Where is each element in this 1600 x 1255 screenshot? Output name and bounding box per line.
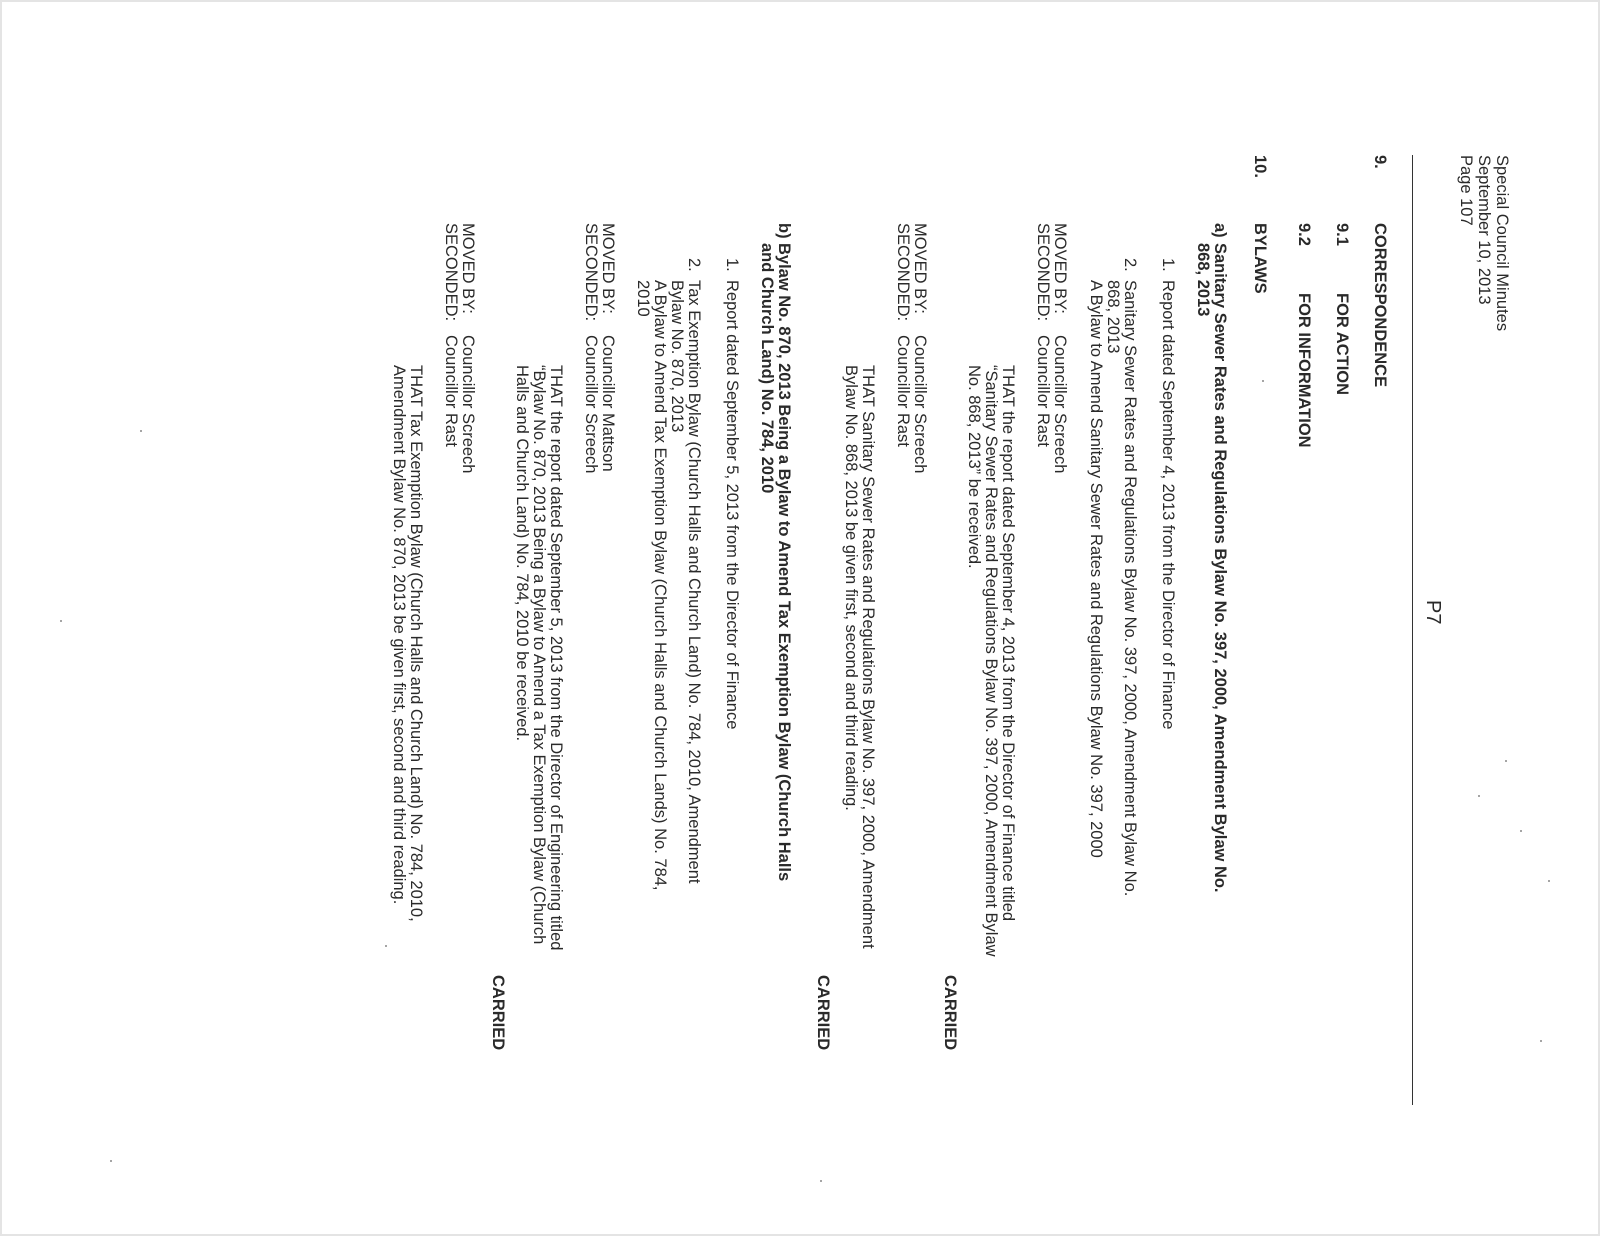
section-9-2-number: 9.2 bbox=[1295, 223, 1313, 246]
page-stamp: P7 bbox=[1422, 600, 1444, 625]
section-10-title: BYLAWS bbox=[1251, 223, 1269, 294]
b-m1-moved-label: MOVED BY: bbox=[599, 223, 617, 314]
b-m1-carried: CARRIED bbox=[489, 975, 507, 1051]
header-date: September 10, 2013 bbox=[1475, 155, 1493, 305]
scan-speck bbox=[820, 1180, 822, 1182]
a-m2-moved-label: MOVED BY: bbox=[911, 223, 929, 314]
item-a-2-line1: Sanitary Sewer Rates and Regulations Bylaw No. 397, 2000, Amendment Bylaw No. bbox=[1121, 280, 1139, 897]
scan-speck bbox=[60, 620, 62, 622]
scan-speck bbox=[1548, 880, 1550, 882]
minutes-page bbox=[160, 155, 1510, 1255]
a-m2-carried: CARRIED bbox=[814, 975, 832, 1051]
scan-speck bbox=[140, 430, 142, 432]
a-m2-seconded-by: Councillor Rast bbox=[894, 335, 912, 447]
b-m2-seconded-label: SECONDED: bbox=[442, 223, 460, 322]
a-m2-seconded-label: SECONDED: bbox=[894, 223, 912, 322]
b-m1-resolution-line2: “Bylaw No. 870, 2013 Being a Bylaw to Amend a Tax Exemption Bylaw (Church bbox=[530, 365, 548, 945]
item-a-2-line3: A Bylaw to Amend Sanitary Sewer Rates and Regulations Bylaw No. 397, 2000 bbox=[1087, 280, 1105, 858]
header-page-number: Page 107 bbox=[1457, 155, 1475, 226]
scan-speck bbox=[1505, 760, 1507, 762]
header-rule bbox=[1412, 155, 1413, 1105]
a-m2-resolution-line1: THAT Sanitary Sewer Rates and Regulations Bylaw No. 397, 2000, Amendment bbox=[859, 365, 877, 949]
b-m2-moved-label: MOVED BY: bbox=[459, 223, 477, 314]
scan-speck bbox=[1478, 795, 1480, 797]
a-m1-resolution-line1: THAT the report dated September 4, 2013 from the Director of Finance titled bbox=[999, 365, 1017, 922]
item-b-2-line2: Bylaw No. 870, 2013 bbox=[668, 280, 686, 433]
a-m1-seconded-by: Councillor Rast bbox=[1034, 335, 1052, 447]
item-b-title-cont: and Church Land) No. 784, 2010 bbox=[758, 243, 776, 494]
b-m2-resolution-line1: THAT Tax Exemption Bylaw (Church Halls and Church Land) No. 784, 2010, bbox=[407, 365, 425, 922]
item-b-2-number: 2. bbox=[685, 258, 703, 272]
item-a-2-line2: 868, 2013 bbox=[1104, 280, 1122, 354]
item-a-title-cont: 868, 2013 bbox=[1194, 243, 1212, 317]
section-9-1-number: 9.1 bbox=[1333, 223, 1351, 246]
b-m2-seconded-by: Councillor Rast bbox=[442, 335, 460, 447]
scan-speck bbox=[1520, 830, 1522, 832]
b-m1-moved-by: Councillor Mattson bbox=[599, 335, 617, 472]
section-9-2-title: FOR INFORMATION bbox=[1295, 293, 1313, 448]
item-b-title: Bylaw No. 870, 2013 Being a Bylaw to Amend Tax Exemption Bylaw (Church Halls bbox=[775, 243, 793, 882]
item-b-2-line1: Tax Exemption Bylaw (Church Halls and Church Land) No. 784, 2010, Amendment bbox=[685, 280, 703, 884]
a-m2-moved-by: Councillor Screech bbox=[911, 335, 929, 474]
item-b-letter: b) bbox=[775, 223, 793, 239]
item-a-1-text: Report dated September 4, 2013 from the Director of Finance bbox=[1159, 280, 1177, 730]
b-m2-resolution-line2: Amendment Bylaw No. 870, 2013 be given first, second and third reading. bbox=[390, 365, 408, 905]
scan-speck bbox=[1262, 380, 1264, 382]
a-m2-resolution-line2: Bylaw No. 868, 2013 be given first, second and third reading. bbox=[842, 365, 860, 811]
section-9-title: CORRESPONDENCE bbox=[1371, 223, 1389, 388]
b-m1-resolution-line1: THAT the report dated September 5, 2013 from the Director of Engineering titled bbox=[547, 365, 565, 951]
item-b-1-number: 1. bbox=[723, 258, 741, 272]
scan-speck bbox=[1540, 1040, 1542, 1042]
item-a-1-number: 1. bbox=[1159, 258, 1177, 272]
item-a-title: Sanitary Sewer Rates and Regulations Bylaw No. 397, 2000, Amendment Bylaw No. bbox=[1211, 243, 1229, 893]
item-b-2-line4: 2010 bbox=[634, 280, 652, 317]
scan-speck bbox=[110, 1160, 112, 1162]
b-m1-resolution-line3: Halls and Church Land) No. 784, 2010 be received. bbox=[513, 365, 531, 742]
section-9-1-title: FOR ACTION bbox=[1333, 293, 1351, 396]
b-m1-seconded-by: Councillor Screech bbox=[582, 335, 600, 474]
header-title: Special Council Minutes bbox=[1493, 155, 1511, 332]
b-m2-moved-by: Councillor Screech bbox=[459, 335, 477, 474]
a-m1-moved-by: Councillor Screech bbox=[1051, 335, 1069, 474]
item-b-1-text: Report dated September 5, 2013 from the Director of Finance bbox=[723, 280, 741, 730]
a-m1-carried: CARRIED bbox=[941, 975, 959, 1051]
a-m1-seconded-label: SECONDED: bbox=[1034, 223, 1052, 322]
section-9-number: 9. bbox=[1371, 155, 1389, 169]
b-m1-seconded-label: SECONDED: bbox=[582, 223, 600, 322]
section-10-number: 10. bbox=[1251, 155, 1269, 178]
item-a-letter: a) bbox=[1211, 223, 1229, 238]
item-b-2-line3: A Bylaw to Amend Tax Exemption Bylaw (Church Halls and Church Lands) No. 784, bbox=[651, 280, 669, 891]
scan-speck bbox=[385, 945, 387, 947]
item-a-2-number: 2. bbox=[1121, 258, 1139, 272]
a-m1-resolution-line2: “Sanitary Sewer Rates and Regulations Bylaw No. 397, 2000, Amendment Bylaw bbox=[982, 365, 1000, 957]
a-m1-resolution-line3: No. 868, 2013” be received. bbox=[965, 365, 983, 569]
a-m1-moved-label: MOVED BY: bbox=[1051, 223, 1069, 314]
